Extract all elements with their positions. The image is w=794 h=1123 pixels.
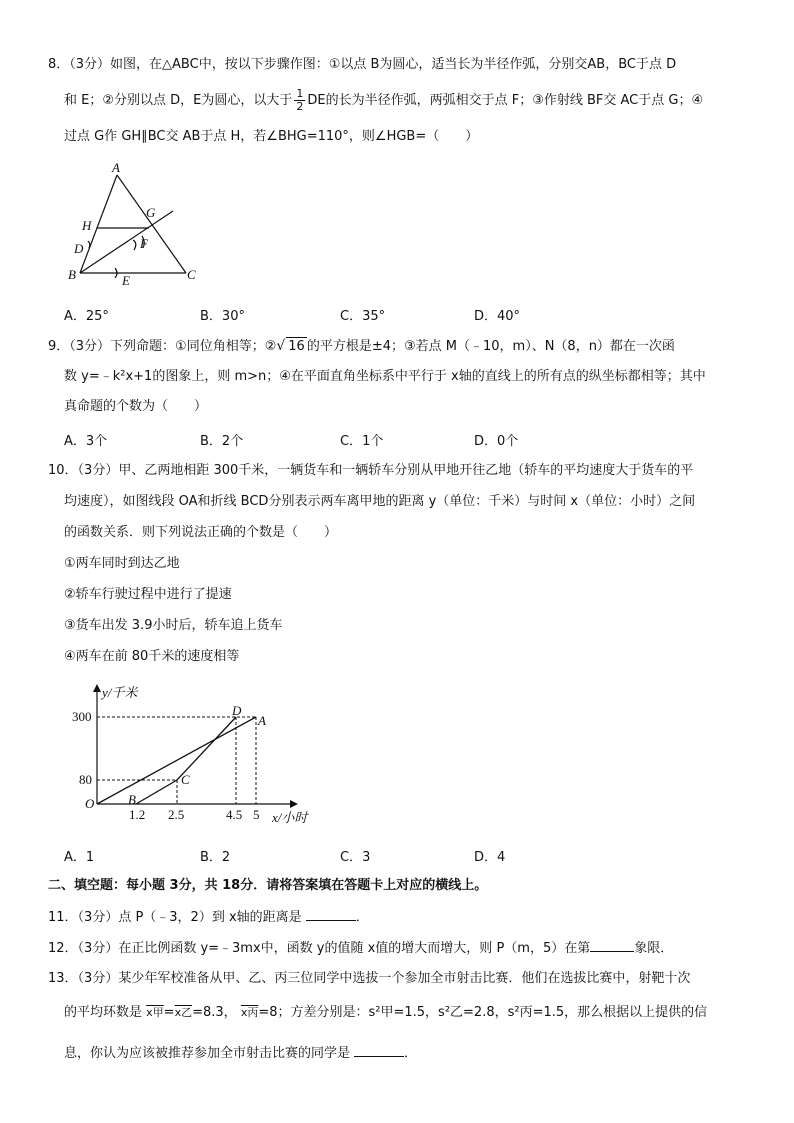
q12-answer-blank[interactable] [590, 939, 634, 952]
q10-option-c: C．3 [340, 850, 371, 865]
xbar-yi: x乙 [174, 1006, 193, 1019]
q8-frac-num: 1 [296, 87, 304, 100]
q8-line2-b: DE的长为半径作弧，两弧相交于点 F；③作射线 BF交 AC于点 G；④ [307, 93, 704, 108]
q10-item-2: ②轿车行驶过程中进行了提速 [64, 587, 232, 602]
q9-option-a: A．3个 [64, 434, 108, 449]
q13-line3 [64, 1044, 417, 1063]
polyline-BCD [136, 717, 236, 804]
q10-distance-time-graph [60, 680, 330, 830]
q8-line3: 过点 G作 GH∥BC交 AB于点 H，若∠BHG=110°，则∠HGB=（ ） [64, 129, 479, 144]
tick-x-1.2: 1.2 [129, 807, 146, 822]
sqrt-sign: √ [276, 338, 286, 354]
arc-D [88, 241, 90, 248]
q8-option-a: A．25° [64, 309, 109, 324]
q8-fraction [294, 88, 305, 113]
q9-line1-a: 9．（3分）下列命题：①同位角相等；② [48, 339, 277, 354]
q11-end: ． [355, 910, 369, 925]
x-axis-label: x/小时 [272, 810, 308, 825]
label-F: F [140, 236, 148, 251]
q8-option-d: D．40° [474, 309, 521, 324]
q10-line1: 10．（3分）甲、乙两地相距 300千米，一辆货车和一辆轿车分别从甲地开往乙地（轿车的平均速度大于货车的平 [48, 463, 694, 478]
label-H: H [82, 218, 92, 233]
q10-item-1: ①两车同时到达乙地 [64, 556, 180, 571]
sqrt-radicand: 16 [288, 339, 305, 354]
origin-label: O [85, 796, 95, 811]
point-C-label: C [181, 772, 190, 787]
tick-x-5: 5 [253, 807, 260, 822]
q10-option-d: D．4 [474, 850, 506, 865]
tick-y-80: 80 [79, 772, 92, 787]
q9-option-d: D．0个 [474, 434, 519, 449]
q8-line2-a: 和 E；②分别以点 D，E为圆心，以大于 [64, 93, 293, 108]
q9-line1 [48, 337, 675, 356]
q13-answer-blank[interactable] [354, 1044, 404, 1057]
q12-text: 12．（3分）在正比例函数 y=﹣3mx中，函数 y的值随 x值的增大而增大，则 P（m，5）在第 [48, 941, 591, 956]
x-axis-arrow-icon [290, 800, 298, 808]
q8-line2 [64, 88, 703, 113]
tick-x-2.5: 2.5 [168, 807, 185, 822]
line-AC [117, 175, 186, 273]
q12-line [48, 939, 673, 958]
point-A-label: A [258, 713, 266, 728]
q9-option-c: C．1个 [340, 434, 384, 449]
q13-line2 [64, 1004, 707, 1022]
y-axis-arrow-icon [93, 684, 101, 692]
q8-triangle-figure [60, 158, 210, 293]
q10-option-b: B．2 [200, 850, 231, 865]
tick-x-4.5: 4.5 [226, 807, 243, 822]
q13-line2-a: 的平均环数是 [64, 1005, 143, 1020]
label-A: A [112, 160, 120, 175]
q12-end: 象限． [634, 941, 674, 956]
q9-option-b: B．2个 [200, 434, 244, 449]
q10-line3: 的函数关系．则下列说法正确的个数是（ ） [64, 525, 338, 540]
q9-line1-b: 的平方根是±4；③若点 M（﹣10，m）、N（8，n）都在一次函 [306, 339, 675, 354]
label-C: C [187, 267, 196, 282]
tick-y-300: 300 [72, 709, 92, 724]
point-D-label: D [232, 703, 242, 718]
q10-line2: 均速度），如图线段 OA和折线 BCD分别表示两车离甲地的距离 y（单位：千米）与时间 x（单位：小时）之间 [64, 494, 696, 509]
xbar-bing: x丙 [240, 1006, 259, 1019]
y-axis-label: y/千米 [102, 685, 138, 700]
q13-line1: 13．（3分）某少年军校准备从甲、乙、丙三位同学中选拔一个参加全市射击比赛．他们在选拔比赛中，射靶十次 [48, 971, 691, 986]
point-B-label: B [128, 792, 136, 807]
xbar-jia: x甲 [146, 1006, 164, 1019]
q9-line3: 真命题的个数为（ ） [64, 399, 208, 414]
q13-line2-b: =8.3， [192, 1005, 237, 1020]
section-2-heading: 二、填空题：每小题 3分，共 18分．请将答案填在答题卡上对应的横线上。 [48, 878, 488, 893]
q11-answer-blank[interactable] [306, 908, 356, 921]
label-G: G [146, 205, 156, 220]
ray-BF [80, 211, 173, 273]
arc-F1 [133, 240, 136, 250]
q13-line2-c: =8；方差分别是：s²甲=1.5，s²乙=2.8，s²丙=1.5，那么根据以上提供的信 [258, 1005, 708, 1020]
q11-line [48, 908, 369, 927]
q8-frac-den: 2 [296, 100, 304, 113]
q10-item-3: ③货车出发 3.9小时后，轿车追上货车 [64, 618, 283, 633]
label-E: E [122, 273, 130, 288]
q10-item-4: ④两车在前 80千米的速度相等 [64, 649, 240, 664]
q13-eq: = [163, 1005, 175, 1020]
q8-line1: 8．（3分）如图，在△ABC中，按以下步骤作图：①以点 B为圆心，适当长为半径作弧，分别交AB，BC于点 D [48, 57, 677, 72]
q13-end: ． [404, 1046, 418, 1061]
q11-text: 11．（3分）点 P（﹣3，2）到 x轴的距离是 [48, 910, 302, 925]
q10-option-a: A．1 [64, 850, 95, 865]
q13-line3-a: 息，你认为应该被推荐参加全市射击比赛的同学是 [64, 1046, 351, 1061]
q9-line2: 数 y=﹣k²x+1的图象上，则 m>n；④在平面直角坐标系中平行于 x轴的直线上的所有点的纵坐标都相等；其中 [64, 369, 706, 384]
q8-option-b: B．30° [200, 309, 245, 324]
label-B: B [68, 267, 76, 282]
label-D: D [74, 241, 84, 256]
q8-option-c: C．35° [340, 309, 386, 324]
